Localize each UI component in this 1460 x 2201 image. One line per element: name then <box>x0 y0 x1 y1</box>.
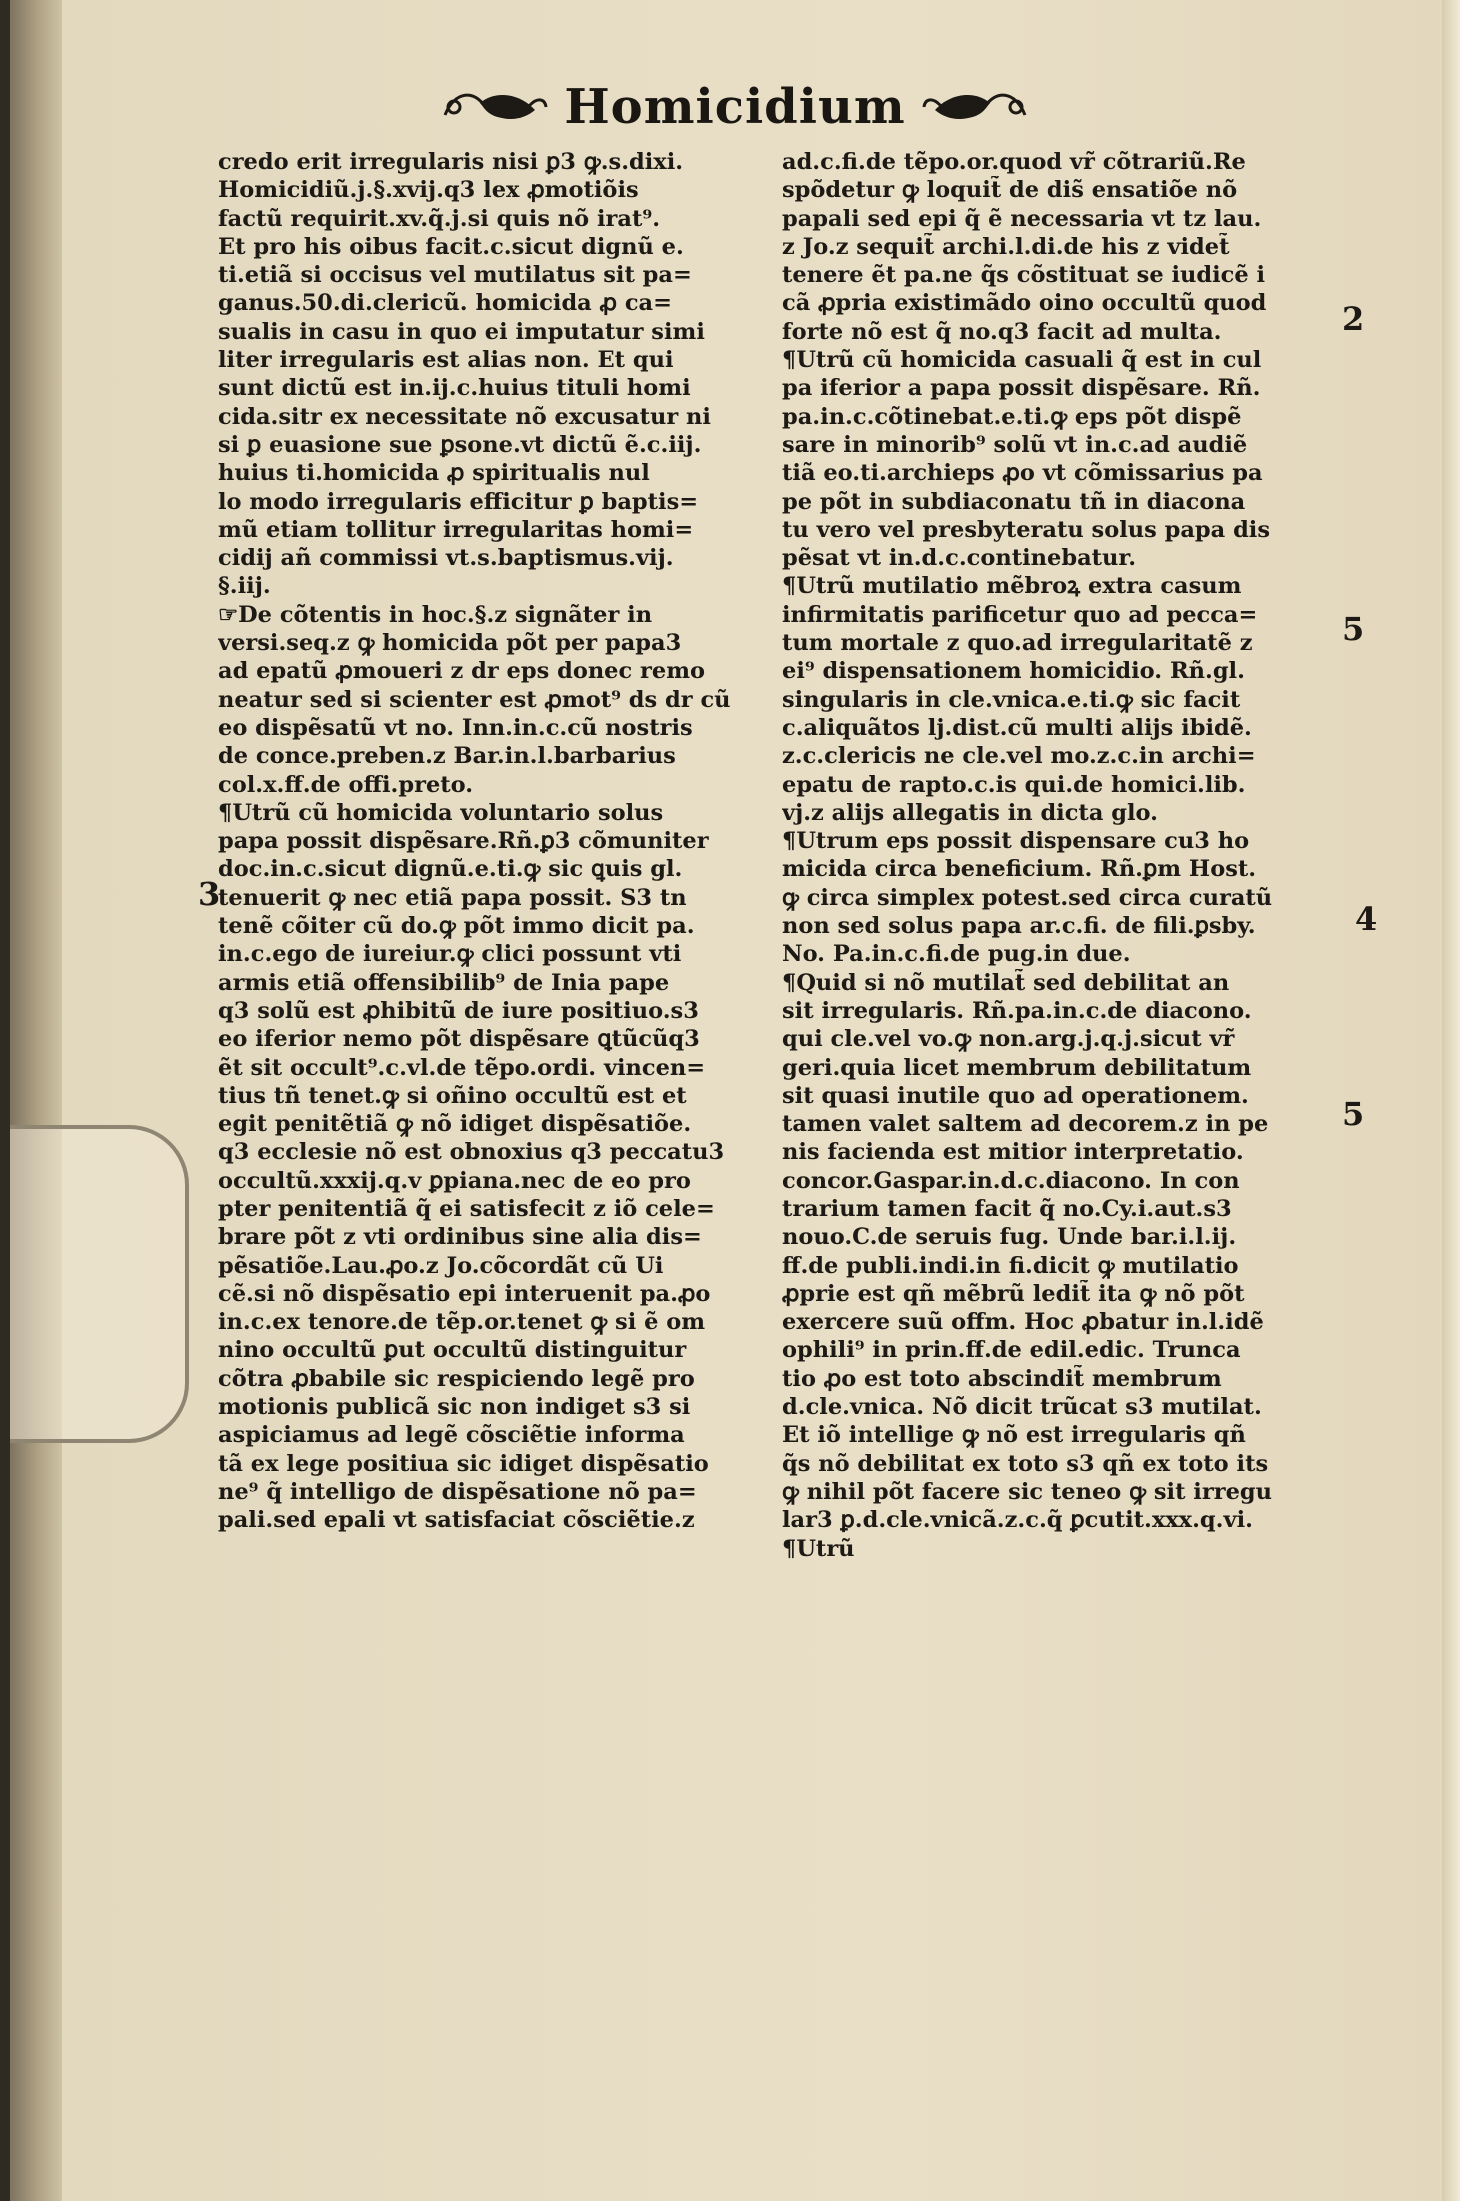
text-line: geri.quia licet membrum debilitatum <box>782 1054 1252 1081</box>
book-page <box>10 0 1460 2201</box>
text-line: col.x.ff.de offi.preto. <box>218 771 474 798</box>
text-line: tu vero vel presbyteratu solus papa dis <box>782 516 1271 543</box>
text-line: credo erit irregularis nisi ꝑ3 ꝙ.s.dixi. <box>218 149 684 175</box>
text-line: ti.etiã si occisus vel mutilatus sit pa= <box>218 262 692 289</box>
text-line: liter irregularis est alias non. Et qui <box>218 347 674 374</box>
text-line: cõtra ꝓbabile sic respiciendo legẽ pro <box>218 1365 695 1392</box>
text-line: ¶Utrũ cũ homicida voluntario solus <box>218 799 664 826</box>
text-line: z.c.clericis ne cle.vel mo.z.c.in archi= <box>782 743 1256 770</box>
text-line: lar3 ꝑ.d.cle.vnicã.z.c.q̃ ꝑcutit.xxx.q.vi. <box>782 1507 1253 1534</box>
page-title: Homicidium <box>564 79 906 135</box>
text-line: sare in minorib⁹ solũ vt in.c.ad audiẽ <box>782 431 1248 458</box>
text-line: tenẽ cõiter cũ do.ꝙ põt immo dicit pa. <box>218 913 695 940</box>
text-line: tenere ẽt pa.ne q̃s cõstituat se iudicẽ i <box>782 262 1266 289</box>
text-line: tio ꝓo est toto abscindit̃ membrum <box>782 1365 1222 1392</box>
text-line: spõdetur ꝙ loquit̃ de dis̃ ensatiõe nõ <box>782 177 1238 204</box>
text-line: tamen valet saltem ad decorem.z in pe <box>782 1111 1269 1138</box>
text-line: sit irregularis. Rñ.pa.in.c.de diacono. <box>782 997 1252 1024</box>
text-line: neatur sed si scienter est ꝓmot⁹ ds dr cũ <box>218 686 731 713</box>
right-text-column <box>782 148 1365 1563</box>
text-line: ophili⁹ in prin.ff.de edil.edic. Trunca <box>782 1337 1241 1364</box>
text-line: pter penitentiã q̃ ei satisfecit z iõ cele= <box>218 1195 715 1222</box>
text-line: ff.de publi.indi.in fi.dicit ꝙ mutilatio <box>782 1252 1239 1279</box>
text-line: tiã eo.ti.archieps ꝓo vt cõmissarius pa <box>782 460 1263 487</box>
text-line: q̃s nõ debilitat ex toto s3 qñ ex toto its <box>782 1450 1269 1477</box>
text-line: cidij añ commissi vt.s.baptismus.vij. <box>218 545 674 572</box>
text-line: ꝓprie est qñ mẽbrũ ledit̃ ita ꝙ nõ põt <box>782 1280 1245 1307</box>
left-ornament-icon <box>440 85 550 129</box>
text-line: ei⁹ dispensationem homicidio. Rñ.gl. <box>782 658 1245 685</box>
page-edge <box>1442 0 1460 2201</box>
text-line: pa iferior a papa possit dispẽsare. Rñ. <box>782 375 1261 402</box>
text-line: eo iferior nemo põt dispẽsare ꝗtũcũq3 <box>218 1026 700 1053</box>
text-line: sunt dictũ est in.ij.c.huius tituli homi <box>218 375 691 402</box>
text-line: epatu de rapto.c.is qui.de homici.lib. <box>782 771 1246 798</box>
text-line: in.c.ego de iureiur.ꝙ clici possunt vti <box>218 941 682 968</box>
left-text-column <box>218 148 798 1535</box>
text-line: doc.in.c.sicut dignũ.e.ti.ꝙ sic ꝗuis gl. <box>218 856 683 883</box>
margin-number: 2 <box>1342 300 1365 338</box>
text-line: Et pro his oibus facit.c.sicut dignũ e. <box>218 233 684 260</box>
text-line: cida.sitr ex necessitate nõ excusatur ni <box>218 403 711 430</box>
text-line: q3 solũ est ꝓhibitũ de iure positiuo.s3 <box>218 997 699 1024</box>
margin-number: 4 <box>1355 900 1378 938</box>
text-line: Homicidiũ.j.§.xvij.q3 lex ꝓmotiõis <box>218 177 639 204</box>
text-line: si ꝑ euasione sue ꝑsone.vt dictũ ẽ.c.iij. <box>218 431 702 458</box>
text-line: q3 ecclesie nõ est obnoxius q3 peccatu3 <box>218 1139 725 1166</box>
text-line: micida circa beneficium. Rñ.ꝑm Host. <box>782 856 1257 883</box>
text-line: huius ti.homicida ꝓ spiritualis nul <box>218 460 650 487</box>
right-ornament-icon <box>920 85 1030 129</box>
text-line: occultũ.xxxij.q.v ꝑpiana.nec de eo pro <box>218 1167 691 1194</box>
text-line: eo dispẽsatũ vt no. Inn.in.c.cũ nostris <box>218 714 693 741</box>
text-line: d.cle.vnica. Nõ dicit trũcat s3 mutilat. <box>782 1394 1262 1421</box>
text-line: nis facienda est mitior interpretatio. <box>782 1139 1244 1166</box>
text-line: non sed solus papa ar.c.fi. de fili.ꝑsby. <box>782 913 1256 940</box>
margin-number: 3 <box>198 875 221 913</box>
text-line: tenuerit ꝙ nec etiã papa possit. S3 tn <box>218 884 687 911</box>
text-line: pẽsat vt in.d.c.continebatur. <box>782 545 1137 572</box>
text-line: ¶Utrũ <box>782 1535 855 1562</box>
text-line: z Jo.z sequit̃ archi.l.di.de his z videt̃ <box>782 233 1230 260</box>
text-line: factũ requirit.xv.q̃.j.si quis nõ irat⁹. <box>218 205 661 232</box>
text-line: ꝙ circa simplex potest.sed circa curatũ <box>782 884 1273 911</box>
text-line: Et iõ intellige ꝙ nõ est irregularis qñ <box>782 1422 1246 1449</box>
text-line: motionis publicã sic non indiget s3 si <box>218 1394 691 1421</box>
text-line: qui cle.vel vo.ꝙ non.arg.j.q.j.sicut vr̃ <box>782 1026 1235 1053</box>
text-line: nouo.C.de seruis fug. Unde bar.i.l.ij. <box>782 1224 1237 1251</box>
text-line: ¶Utrũ mutilatio mẽbroꝝ extra casum <box>782 573 1242 600</box>
text-line: exercere suũ offm. Hoc ꝓbatur in.l.idẽ <box>782 1309 1264 1336</box>
text-line: ad.c.fi.de tẽpo.or.quod vr̃ cõtrariũ.Re <box>782 149 1246 175</box>
text-line: sit quasi inutile quo ad operationem. <box>782 1082 1249 1109</box>
margin-number: 5 <box>1342 610 1365 648</box>
text-line: singularis in cle.vnica.e.ti.ꝙ sic facit <box>782 686 1241 713</box>
page-gutter <box>10 0 62 2201</box>
text-line: trarium tamen facit q̃ no.Cy.i.aut.s3 <box>782 1195 1232 1222</box>
page-clip <box>10 1125 189 1443</box>
text-line: forte nõ est q̃ no.q3 facit ad multa. <box>782 318 1222 345</box>
text-line: tum mortale z quo.ad irregularitatẽ z <box>782 630 1253 657</box>
text-line: ganus.50.di.clericũ. homicida ꝓ ca= <box>218 290 672 317</box>
text-line: ¶Quid si nõ mutilat̃ sed debilitat an <box>782 969 1230 996</box>
text-line: in.c.ex tenore.de tẽp.or.tenet ꝙ si ẽ om <box>218 1309 706 1336</box>
text-line: armis etiã offensibilib⁹ de Inia pape <box>218 969 670 996</box>
text-line: No. Pa.in.c.fi.de pug.in due. <box>782 941 1131 968</box>
text-line: papa possit dispẽsare.Rñ.ꝑ3 cõmuniter <box>218 828 709 855</box>
text-line: tã ex lege positiua sic idiget dispẽsatio <box>218 1450 709 1477</box>
text-line: lo modo irregularis efficitur ꝑ baptis= <box>218 488 699 515</box>
text-line: papali sed epi q̃ ẽ necessaria vt tz lau. <box>782 205 1262 232</box>
text-line: brare põt z vti ordinibus sine alia dis= <box>218 1224 702 1251</box>
text-line: pali.sed epali vt satisfaciat cõsciẽtie.z <box>218 1507 695 1534</box>
text-line: ¶Utrũ cũ homicida casuali q̃ est in cul <box>782 347 1262 374</box>
text-line: ẽt sit occult⁹.c.vl.de tẽpo.ordi. vincen= <box>218 1054 706 1081</box>
text-line: sualis in casu in quo ei imputatur simi <box>218 318 705 345</box>
text-line: tius tñ tenet.ꝙ si oñino occultũ est et <box>218 1082 687 1109</box>
text-line: pẽsatiõe.Lau.ꝓo.z Jo.cõcordãt cũ Ui <box>218 1252 664 1279</box>
text-line: ꝙ nihil põt facere sic teneo ꝙ sit irregu <box>782 1478 1272 1505</box>
margin-number: 5 <box>1342 1095 1365 1133</box>
text-line: cẽ.si nõ dispẽsatio epi interuenit pa.ꝓo <box>218 1280 711 1307</box>
text-line: cã ꝓpria existimãdo oino occultũ quod <box>782 290 1267 317</box>
text-line: aspiciamus ad legẽ cõsciẽtie informa <box>218 1422 685 1449</box>
text-line: §.iij. <box>218 573 271 600</box>
text-line: concor.Gaspar.in.d.c.diacono. In con <box>782 1167 1240 1194</box>
text-line: nino occultũ ꝑut occultũ distinguitur <box>218 1337 687 1364</box>
text-line: egit penitẽtiã ꝙ nõ idiget dispẽsatiõe. <box>218 1111 692 1138</box>
text-line: pa.in.c.cõtinebat.e.ti.ꝙ eps põt dispẽ <box>782 403 1242 430</box>
text-line: pe põt in subdiaconatu tñ in diacona <box>782 488 1246 515</box>
text-line: infirmitatis parificetur quo ad pecca= <box>782 601 1258 628</box>
text-line: versi.seq.z ꝙ homicida põt per papa3 <box>218 630 682 657</box>
text-line: mũ etiam tollitur irregularitas homi= <box>218 516 694 543</box>
text-line: ☞De cõtentis in hoc.§.z signãter in <box>218 601 653 628</box>
text-line: ¶Utrum eps possit dispensare cu3 ho <box>782 828 1250 855</box>
text-line: de conce.preben.z Bar.in.l.barbarius <box>218 743 676 770</box>
text-line: c.aliquãtos lj.dist.cũ multi alijs ibidẽ. <box>782 714 1252 741</box>
text-line: ad epatũ ꝓmoueri z dr eps donec remo <box>218 658 706 685</box>
text-line: ne⁹ q̃ intelligo de dispẽsatione nõ pa= <box>218 1478 697 1505</box>
running-header <box>10 72 1460 142</box>
text-line: vj.z alijs allegatis in dicta glo. <box>782 799 1158 826</box>
